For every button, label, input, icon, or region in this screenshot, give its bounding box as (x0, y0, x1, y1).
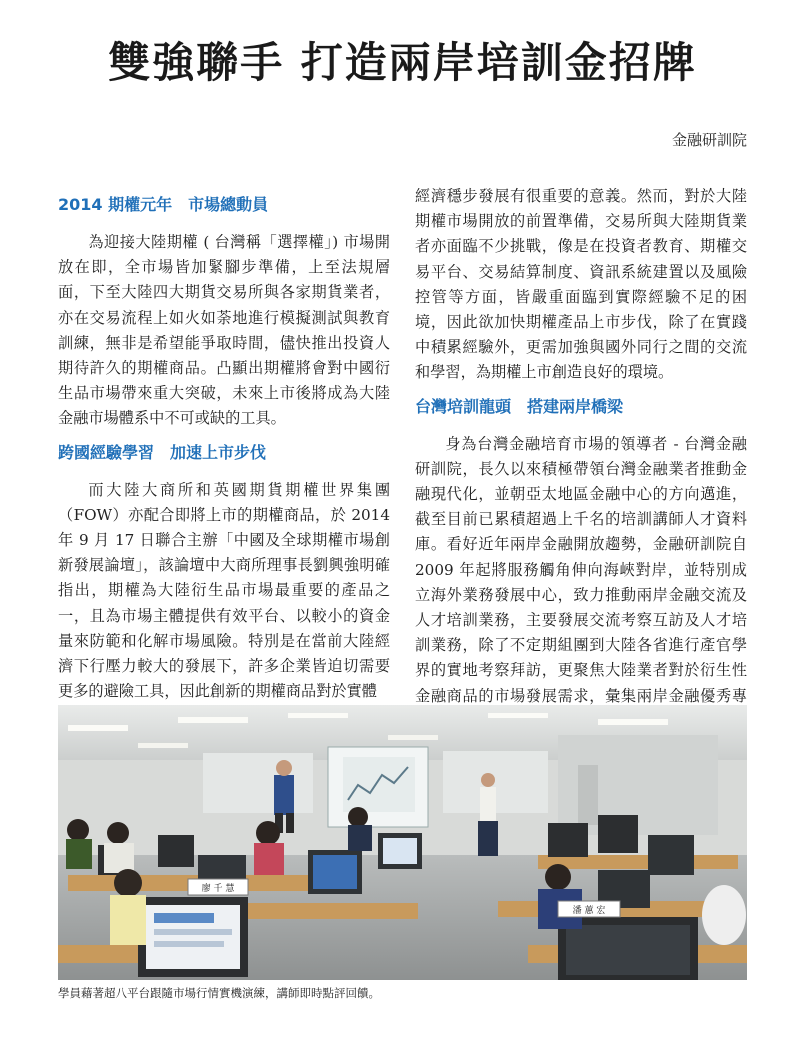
photo-caption: 學員藉著超八平台跟隨市場行情實機演練，講師即時點評回饋。 (58, 986, 380, 1000)
body-paragraph: 而大陸大商所和英國期貨期權世界集團（FOW）亦配合即將上市的期權商品，於 2014 年 9 月 17 日聯合主辦「中國及全球期權市場創新發展論壇」，該論壇中大商所理事長劉興強明確指出，期權為大陸衍生品市場最重要的產品之一，且為市場主體提供有效平台、以較小的資金量來防範和化解市場風險。特別是在當前大陸經濟下行壓力較大的發展下，許多企業皆迫切需要更多的避險工具，因此創新的期權商品對於實體 (58, 480, 390, 701)
classroom-photo-illustration (58, 705, 747, 980)
left-column (58, 184, 390, 710)
body-paragraph: 身為台灣金融培育市場的領導者 - 台灣金融研訓院，長久以來積極帶領台灣金融業者推動金融現代化，並朝亞太地區金融中心的方向邁進，截至目前已累積超過上千名的培訓講師人才資料庫。看好近年兩岸金融開放趨勢，金融研訓院自 2009 年起將服務觸角伸向海峽對岸，並特別成立海外業務發展中心，致力推動兩岸金融交流及人才培訓業務，主要發展交流考察互訪及人才培訓業務，除了不定期組團到大陸各省進行產官學界的實地考察拜訪，更聚焦大陸業者對於衍生性金融商品的市場發展需求，彙集兩岸金融優秀專 (415, 434, 747, 705)
author-label: 金融研訓院 (671, 131, 747, 149)
body-paragraph: 為迎接大陸期權 ( 台灣稱「選擇權」) 市場開放在即，全市場皆加緊腳步準備，上至法規層面，下至大陸四大期貨交易所與各家期貨業者，亦在交易流程上如火如荼地進行模擬測試與教育訓練，無非是希望能爭取時間，儘快推出投資人期待許久的期權商品。凸顯出期權將會對中國衍生品市場帶來重大突破，未來上市後將成為大陸金融市場體系中不可或缺的工具。 (58, 233, 390, 428)
section-heading-3: 台灣培訓龍頭 搭建兩岸橋梁 (415, 396, 624, 416)
section-heading-1: 2014 期權元年 市場總動員 (58, 195, 269, 214)
section-heading-2: 跨國經驗學習 加速上市步伐 (58, 442, 267, 462)
nameplate-1: 廖 千 慧 (201, 884, 235, 894)
classroom-photo (58, 705, 747, 980)
body-paragraph-continued: 經濟穩步發展有很重要的意義。然而，對於大陸期權市場開放的前置準備，交易所與大陸期貨業者亦面臨不少挑戰，像是在投資者教育、期權交易平台、交易結算制度、資訊系統建置以及風險控管等方面，皆嚴重面臨到實際經驗不足的困境，因此欲加快期權產品上市步伐，除了在實踐中積累經驗外，更需加強與國外同行之間的交流和學習，為期權上市創造良好的環境。 (415, 187, 747, 382)
page-title: 雙強聯手 打造兩岸培訓金招牌 (108, 38, 697, 87)
right-column (415, 184, 747, 740)
nameplate-2: 潘 蕙 宏 (572, 906, 606, 916)
